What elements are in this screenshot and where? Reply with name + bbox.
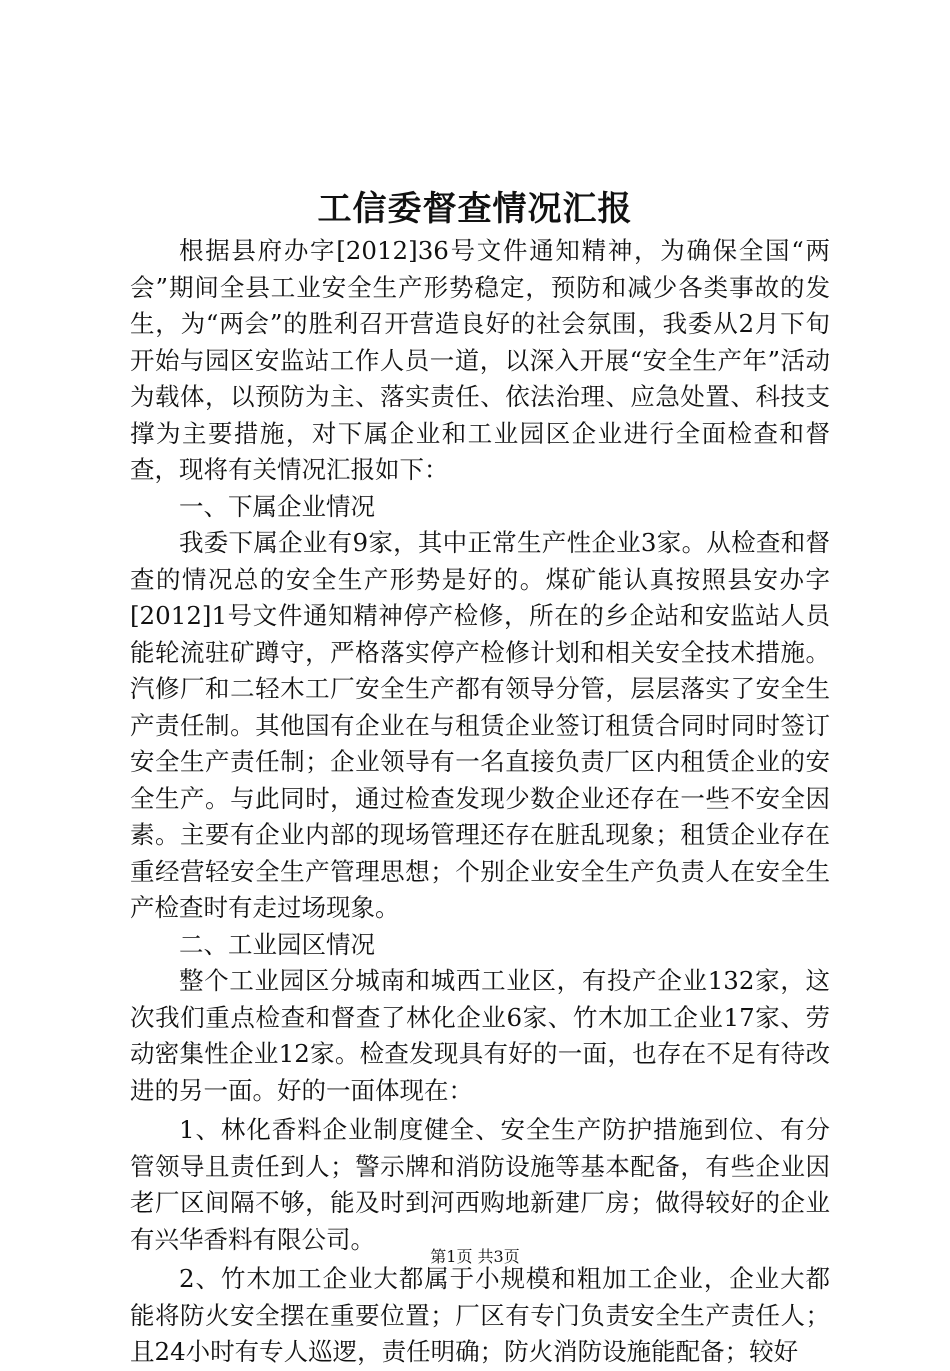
list-item-2: 2、竹木加工企业大都属于小规模和粗加工企业，企业大都能将防火安全摆在重要位置；厂区有专门负责安全生产责任人；且24小时有专人巡逻，责任明确；防火消防设施能配备；较好: [130, 1264, 830, 1366]
document-body: [130, 233, 830, 1371]
section-heading-1: 一、下属企业情况: [179, 491, 375, 521]
page-number-footer: 第1页 共3页: [430, 1247, 520, 1266]
section-heading-2: 二、工业园区情况: [179, 929, 375, 959]
section-1-paragraph: 我委下属企业有9家，其中正常生产性企业3家。从检查和督查的情况总的安全生产形势是好的。煤矿能认真按照县安办字[2012]1号文件通知精神停产检修，所在的乡企站和安监站人员能轮流驻矿蹲守，严格落实停产检修计划和相关安全技术措施。汽修厂和二轻木工厂安全生产都有领导分管，层层落实了安全生产责任制。其他国有企业在与租赁企业签订租赁合同时同时签订安全生产责任制；企业领导有一名直接负责厂区内租赁企业的安全生产。与此同时，通过检查发现少数企业还存在一些不安全因素。主要有企业内部的现场管理还存在脏乱现象；租赁企业存在重经营轻安全生产管理思想；个别企业安全生产负责人在安全生产检查时有走过场现象。: [130, 528, 830, 922]
list-item-1: 1、林化香料企业制度健全、安全生产防护措施到位、有分管领导且责任到人；警示牌和消防设施等基本配备，有些企业因老厂区间隔不够，能及时到河西购地新建厂房；做得较好的企业有兴华香料有限公司。: [130, 1115, 830, 1254]
document-title: 工信委督查情况汇报: [317, 189, 633, 229]
intro-paragraph: 根据县府办字[2012]36号文件通知精神，为确保全国“两会”期间全县工业安全生产形势稳定，预防和减少各类事故的发生，为“两会”的胜利召开营造良好的社会氛围，我委从2月下旬开始与园区安监站工作人员一道，以深入开展“安全生产年”活动为载体，以预防为主、落实责任、依法治理、应急处置、科技支撑为主要措施，对下属企业和工业园区企业进行全面检查和督查，现将有关情况汇报如下：: [130, 236, 830, 484]
section-2-paragraph: 整个工业园区分城南和城西工业区，有投产企业132家，这次我们重点检查和督查了林化企业6家、竹木加工企业17家、劳动密集性企业12家。检查发现具有好的一面，也存在不足有待改进的另一面。好的一面体现在：: [130, 966, 830, 1105]
